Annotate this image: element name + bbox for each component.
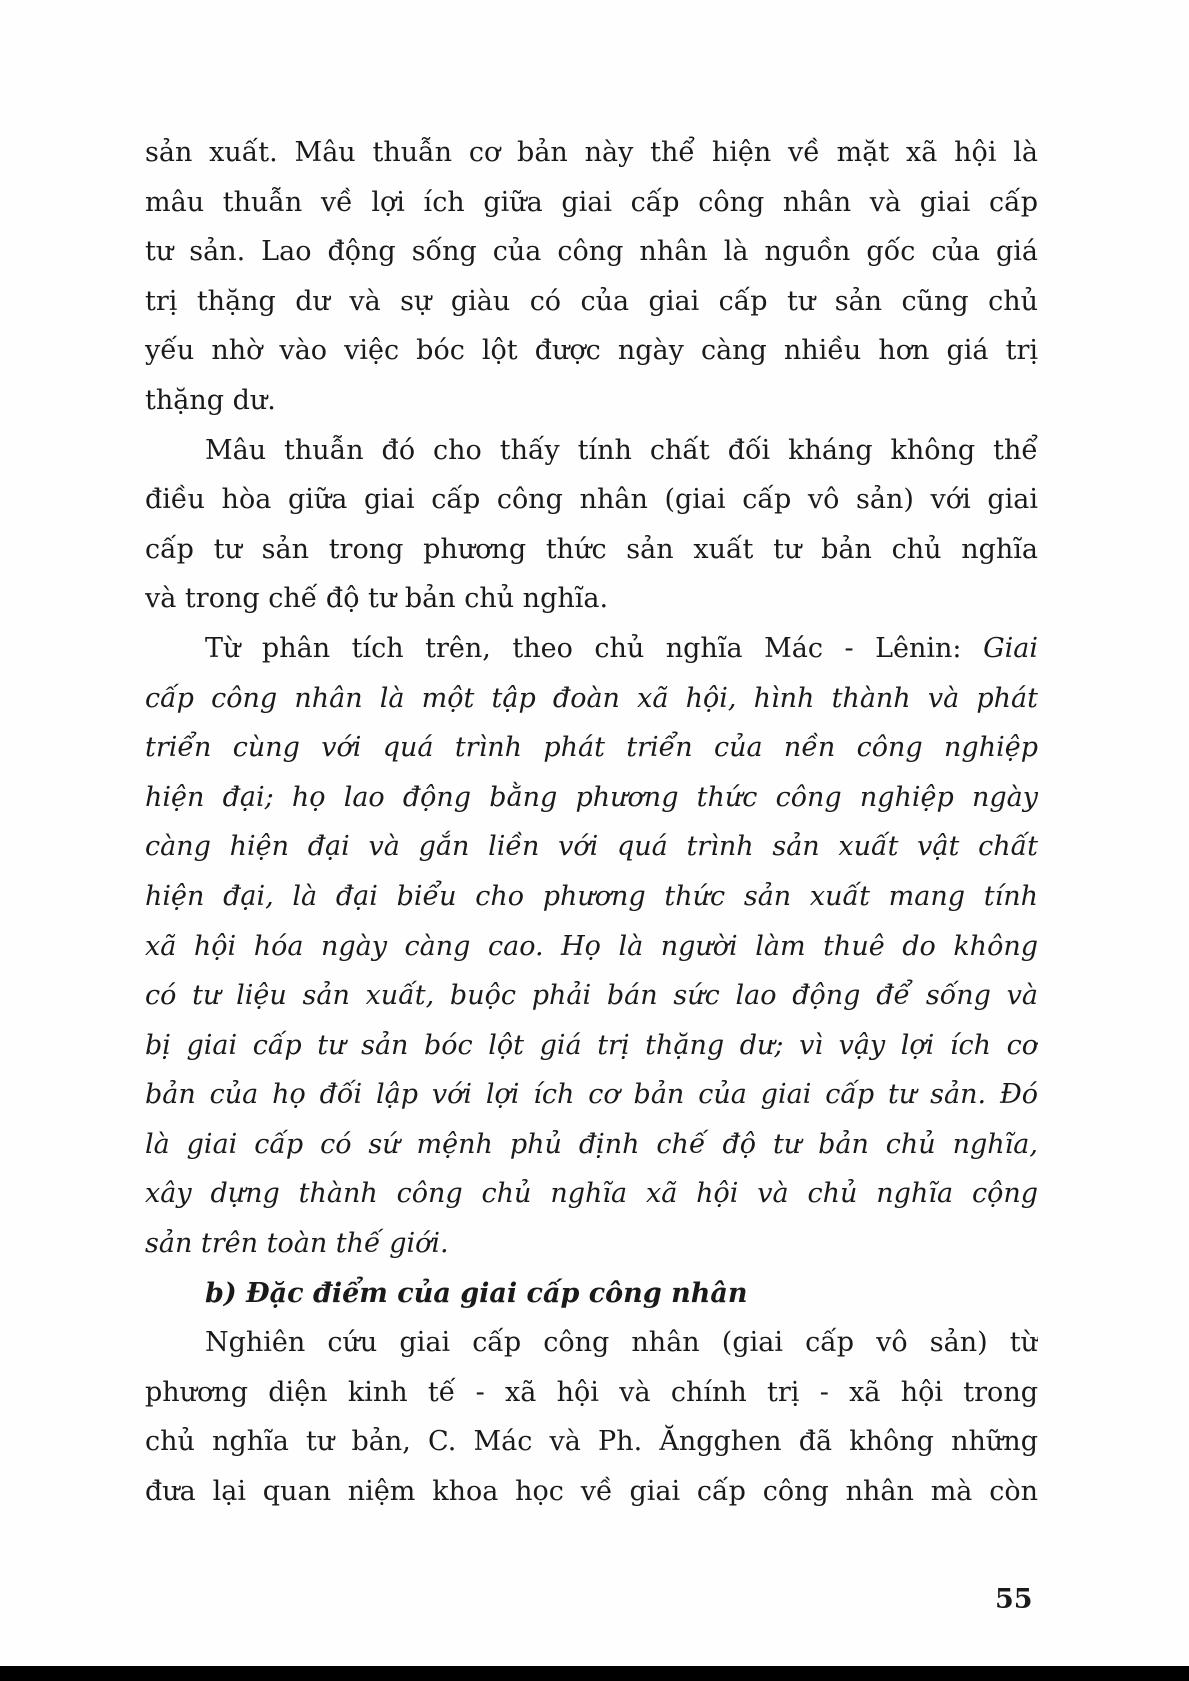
definition-line: xã hội hóa ngày càng cao. Họ là người làm thuê do không <box>145 930 1038 962</box>
text-line: Mâu thuẫn đó cho thấy tính chất đối kháng không thể <box>205 434 1038 466</box>
text-line: tư sản. Lao động sống của công nhân là nguồn gốc của giá <box>145 236 1038 268</box>
definition-line: càng hiện đại và gắn liền với quá trình sản xuất vật chất <box>145 831 1038 863</box>
text-line: điều hòa giữa giai cấp công nhân (giai cấp vô sản) với giai <box>145 484 1038 516</box>
section-heading: b) Đặc điểm của giai cấp công nhân <box>205 1277 748 1309</box>
scan-edge-bar <box>0 1666 1189 1681</box>
definition-line: hiện đại; họ lao động bằng phương thức công nghiệp ngày <box>145 781 1038 813</box>
body-text <box>145 128 1038 1517</box>
text-line: và trong chế độ tư bản chủ nghĩa. <box>145 583 609 615</box>
text-line: thặng dư. <box>145 384 276 416</box>
definition-line: hiện đại, là đại biểu cho phương thức sản xuất mang tính <box>145 880 1038 912</box>
text-line: yếu nhờ vào việc bóc lột được ngày càng nhiều hơn giá trị <box>145 335 1038 367</box>
definition-lead-line <box>145 624 1038 674</box>
text-line: đưa lại quan niệm khoa học về giai cấp công nhân mà còn <box>145 1476 1038 1508</box>
text-line: sản xuất. Mâu thuẫn cơ bản này thể hiện về mặt xã hội là <box>145 137 1038 168</box>
definition-line: có tư liệu sản xuất, buộc phải bán sức lao động để sống và <box>145 980 1038 1012</box>
definition-line: là giai cấp có sứ mệnh phủ định chế độ tư bản chủ nghĩa, <box>145 1128 1038 1160</box>
text-line: mâu thuẫn về lợi ích giữa giai cấp công nhân và giai cấp <box>145 186 1038 218</box>
lead-italic-text: Giai <box>983 632 1038 664</box>
definition-line: sản trên toàn thế giới. <box>145 1228 449 1260</box>
definition-line: triển cùng với quá trình phát triển của nền công nghiệp <box>145 732 1038 764</box>
definition-line: cấp công nhân là một tập đoàn xã hội, hình thành và phát <box>145 682 1038 714</box>
definition-line: bản của họ đối lập với lợi ích cơ bản của giai cấp tư sản. Đó <box>145 1079 1038 1111</box>
text-line: cấp tư sản trong phương thức sản xuất tư bản chủ nghĩa <box>145 533 1038 565</box>
definition-line: xây dựng thành công chủ nghĩa xã hội và chủ nghĩa cộng <box>145 1178 1038 1210</box>
text-line: chủ nghĩa tư bản, C. Mác và Ph. Ăngghen đã không những <box>145 1426 1038 1458</box>
page-number: 55 <box>995 1584 1033 1615</box>
text-line: trị thặng dư và sự giàu có của giai cấp tư sản cũng chủ <box>145 285 1038 317</box>
definition-line: bị giai cấp tư sản bóc lột giá trị thặng dư; vì vậy lợi ích cơ <box>145 1029 1038 1061</box>
lead-normal-text: Từ phân tích trên, theo chủ nghĩa Mác - Lênin: <box>205 632 962 664</box>
text-line: phương diện kinh tế - xã hội và chính trị - xã hội trong <box>145 1376 1038 1408</box>
text-line: Nghiên cứu giai cấp công nhân (giai cấp vô sản) từ <box>205 1327 1038 1359</box>
